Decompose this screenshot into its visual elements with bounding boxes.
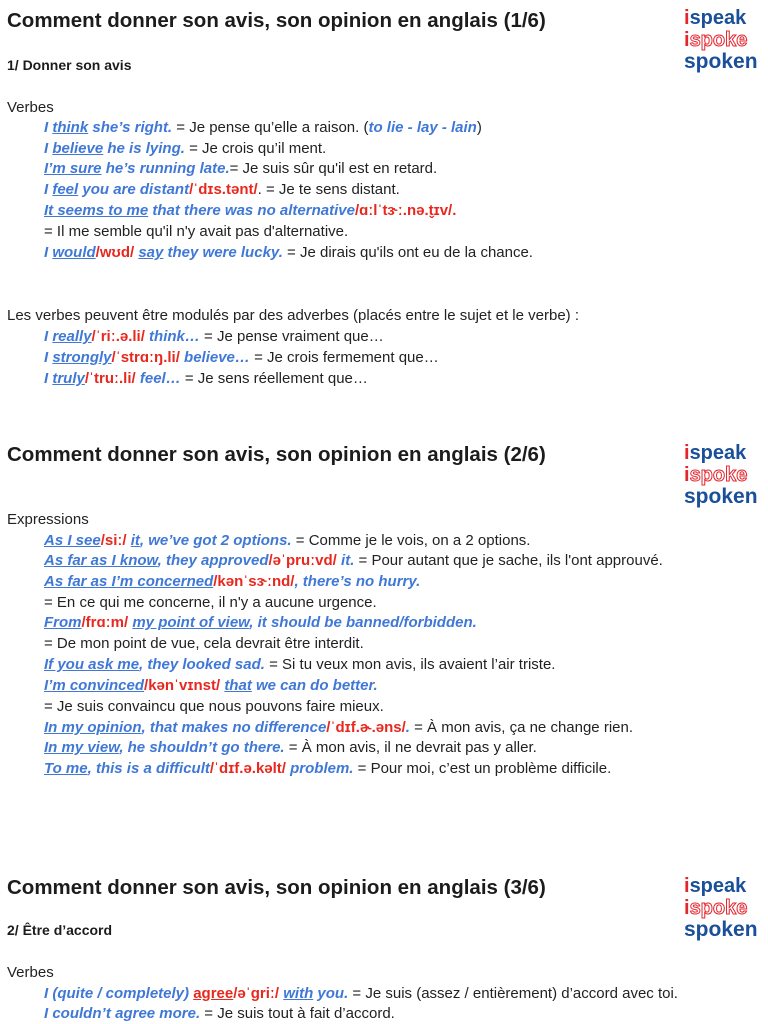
example-line: To me, this is a difficult/ˈdɪf.ə.kəlt/ problem. = Pour moi, c’est un problème difficile. xyxy=(44,760,612,777)
example-line: As far as I’m concerned/kənˈsɝːnd/, there’s no hurry. xyxy=(44,573,421,590)
example-line: As far as I know, they approved/əˈpruːvd/ it. = Pour autant que je sache, ils l'ont approuvé. xyxy=(44,552,663,569)
example-line: I would/wʊd/ say they were lucky. = Je dirais qu'ils ont eu de la chance. xyxy=(44,244,533,261)
example-line: It seems to me that there was no alternative/ɑːlˈtɝː.nə.t̬ɪv/. xyxy=(44,202,457,219)
section-label-verbs: Verbes xyxy=(7,99,54,116)
example-line: I feel you are distant/ˈdɪs.tənt/. = Je te sens distant. xyxy=(44,181,400,198)
translation-line: = En ce qui me concerne, il n'y a aucune urgence. xyxy=(44,594,377,611)
translation-line: = Il me semble qu'il n'y avait pas d'alternative. xyxy=(44,223,349,240)
example-line: I strongly/ˈstrɑːŋ.li/ believe… = Je crois fermement que… xyxy=(44,349,439,366)
page-title-1: Comment donner son avis, son opinion en anglais (1/6) xyxy=(7,9,546,32)
section-label-verbs: Verbes xyxy=(7,964,54,981)
example-line: I really/ˈriː.ə.li/ think… = Je pense vraiment que… xyxy=(44,328,384,345)
example-line: I couldn’t agree more. = Je suis tout à fait d’accord. xyxy=(44,1005,395,1022)
section-subtitle: 1/ Donner son avis xyxy=(7,57,132,73)
example-line: If you ask me, they looked sad. = Si tu veux mon avis, ils avaient l’air triste. xyxy=(44,656,556,673)
example-line: I’m sure he’s running late.= Je suis sûr qu'il est en retard. xyxy=(44,160,438,177)
ispeak-logo: ispeak ispoke spoken xyxy=(684,7,758,73)
example-line: I (quite / completely) agree/əˈgriː/ with you. = Je suis (assez / entièrement) d’accord avec toi. xyxy=(44,985,678,1002)
ispeak-logo: ispeak ispoke spoken xyxy=(684,875,758,941)
translation-line: = De mon point de vue, cela devrait être interdit. xyxy=(44,635,364,652)
section-subtitle: 2/ Être d’accord xyxy=(7,922,113,938)
page-title-3: Comment donner son avis, son opinion en anglais (3/6) xyxy=(7,876,546,899)
example-line: I believe he is lying. = Je crois qu’il ment. xyxy=(44,140,327,157)
translation-line: = Je suis convaincu que nous pouvons faire mieux. xyxy=(44,698,384,715)
example-line: As I see/siː/ it, we’ve got 2 options. = Comme je le vois, on a 2 options. xyxy=(44,532,531,549)
example-line: I truly/ˈtruː.li/ feel… = Je sens réellement que… xyxy=(44,370,368,387)
example-line: From/frɑːm/ my point of view, it should be banned/forbidden. xyxy=(44,614,477,631)
section-label-expressions: Expressions xyxy=(7,511,89,528)
example-line: I think she’s right. = Je pense qu’elle a raison. (to lie - lay - lain) xyxy=(44,119,482,136)
adverbs-intro: Les verbes peuvent être modulés par des adverbes (placés entre le sujet et le verbe) : xyxy=(7,307,579,324)
example-line: In my opinion, that makes no difference/ˈdɪf.ɚ.əns/. = À mon avis, ça ne change rien. xyxy=(44,719,633,736)
page-title-2: Comment donner son avis, son opinion en anglais (2/6) xyxy=(7,443,546,466)
example-line: In my view, he shouldn’t go there. = À mon avis, il ne devrait pas y aller. xyxy=(44,739,537,756)
ispeak-logo: ispeak ispoke spoken xyxy=(684,442,758,508)
example-line: I’m convinced/kənˈvɪnst/ that we can do better. xyxy=(44,677,378,694)
